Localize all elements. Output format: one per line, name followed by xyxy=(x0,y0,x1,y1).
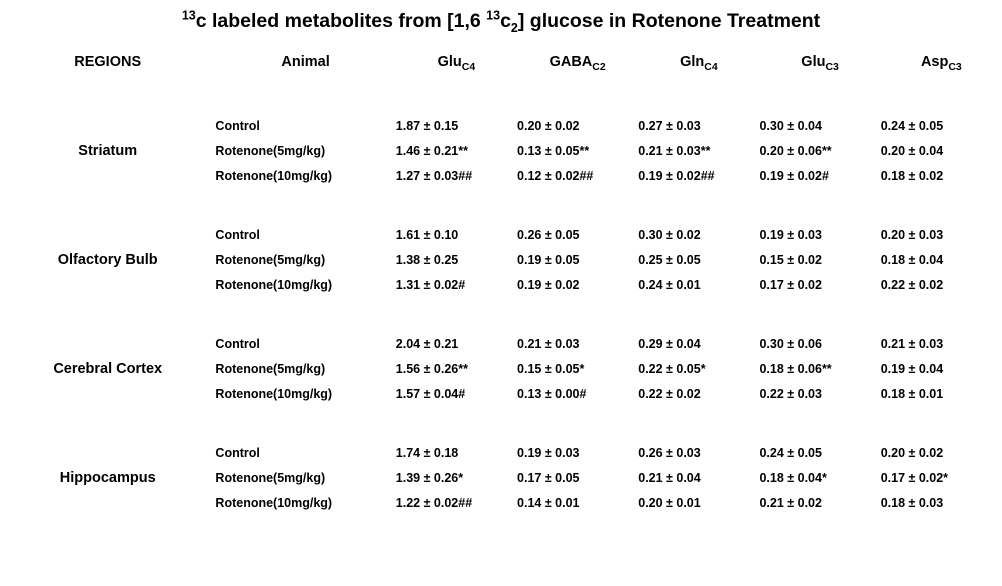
column-header-regions xyxy=(0,45,215,79)
value-cell: 0.18 ± 0.02 xyxy=(880,168,944,183)
value-cell: 0.27 ± 0.03 xyxy=(638,118,701,133)
value-cell: 0.22 ± 0.02 xyxy=(638,386,701,401)
column-header-glu-c4 xyxy=(396,45,517,79)
column-header-glu-c3 xyxy=(759,45,880,79)
animal-label: Rotenone(10mg/kg) xyxy=(215,495,333,510)
value-cell: 0.15 ± 0.05* xyxy=(517,361,585,376)
spacer-cell xyxy=(0,188,1002,222)
group-spacer xyxy=(0,406,1002,440)
column-header-asp-c3-label: Asp xyxy=(920,54,949,70)
animal-label: Rotenone(10mg/kg) xyxy=(215,277,333,292)
table-row xyxy=(0,331,1002,356)
animal-label: Rotenone(5mg/kg) xyxy=(215,143,326,158)
title-superscript-13b: 13 xyxy=(486,8,501,23)
column-header-gln-c4-sub: C4 xyxy=(704,60,718,73)
value-cell: 0.18 ± 0.04 xyxy=(880,252,944,267)
value-cell: 0.24 ± 0.05 xyxy=(880,118,944,133)
value-cell: 0.21 ± 0.02 xyxy=(759,495,822,510)
region-label-hippocampus: Hippocampus xyxy=(59,469,156,486)
column-header-asp-c3-sub: C3 xyxy=(948,60,962,73)
column-header-glu-c4-label: Glu xyxy=(437,54,462,70)
value-cell: 0.19 ± 0.02 xyxy=(517,277,580,292)
value-cell: 0.18 ± 0.06** xyxy=(759,361,832,376)
region-label-olfactory-bulb: Olfactory Bulb xyxy=(57,251,158,268)
value-cell: 0.19 ± 0.05 xyxy=(517,252,580,267)
title-subscript-2: 2 xyxy=(510,20,518,35)
animal-label: Control xyxy=(215,227,260,242)
value-cell: 0.30 ± 0.04 xyxy=(759,118,822,133)
title-text-part1: c labeled metabolites from [1,6 xyxy=(195,10,487,32)
animal-label: Control xyxy=(215,118,260,133)
table-row xyxy=(0,440,1002,465)
column-header-glu-c3-sub: C3 xyxy=(825,60,839,73)
value-cell: 0.20 ± 0.06** xyxy=(759,143,832,158)
value-cell: 0.21 ± 0.03 xyxy=(880,336,944,351)
value-cell: 0.17 ± 0.05 xyxy=(517,470,580,485)
title-text-part2: ] glucose in Rotenone Treatment xyxy=(517,10,821,32)
value-cell: 0.21 ± 0.03 xyxy=(517,336,580,351)
group-spacer xyxy=(0,79,1002,113)
animal-label: Rotenone(5mg/kg) xyxy=(215,470,326,485)
column-header-glu-c4-sub: C4 xyxy=(461,60,476,73)
column-header-regions-label: REGIONS xyxy=(74,54,142,70)
value-cell: 1.74 ± 0.18 xyxy=(395,445,459,460)
value-cell: 0.30 ± 0.02 xyxy=(638,227,701,242)
region-label-striatum: Striatum xyxy=(78,142,138,159)
value-cell: 0.21 ± 0.04 xyxy=(638,470,701,485)
spacer-cell xyxy=(0,79,1002,113)
group-spacer xyxy=(0,188,1002,222)
value-cell: 0.24 ± 0.01 xyxy=(638,277,701,292)
animal-label: Control xyxy=(215,336,260,351)
animal-label: Rotenone(10mg/kg) xyxy=(215,168,333,183)
value-cell: 0.22 ± 0.05* xyxy=(638,361,706,376)
spacer-cell xyxy=(0,297,1002,331)
value-cell: 0.20 ± 0.03 xyxy=(880,227,944,242)
page-title xyxy=(0,0,1002,33)
value-cell: 0.13 ± 0.00# xyxy=(517,386,587,401)
value-cell: 0.22 ± 0.03 xyxy=(759,386,822,401)
value-cell: 0.26 ± 0.05 xyxy=(517,227,580,242)
value-cell: 0.19 ± 0.02# xyxy=(759,168,829,183)
column-header-gln-c4 xyxy=(638,45,759,79)
value-cell: 0.18 ± 0.01 xyxy=(880,386,944,401)
value-cell: 0.17 ± 0.02 xyxy=(759,277,822,292)
value-cell: 0.25 ± 0.05 xyxy=(638,252,701,267)
table-row xyxy=(0,222,1002,247)
value-cell: 1.61 ± 0.10 xyxy=(395,227,459,242)
column-header-gaba-c2 xyxy=(517,45,638,79)
value-cell: 1.87 ± 0.15 xyxy=(395,118,459,133)
region-label-cerebral-cortex: Cerebral Cortex xyxy=(53,360,163,377)
animal-label: Rotenone(5mg/kg) xyxy=(215,361,326,376)
title-c-glyph: c xyxy=(500,10,511,32)
value-cell: 0.20 ± 0.02 xyxy=(880,445,944,460)
value-cell: 1.22 ± 0.02## xyxy=(395,495,473,510)
column-header-gln-c4-label: Gln xyxy=(680,54,705,70)
animal-label: Rotenone(5mg/kg) xyxy=(215,252,326,267)
value-cell: 0.20 ± 0.01 xyxy=(638,495,701,510)
value-cell: 0.22 ± 0.02 xyxy=(880,277,944,292)
value-cell: 0.26 ± 0.03 xyxy=(638,445,701,460)
value-cell: 0.18 ± 0.04* xyxy=(759,470,827,485)
value-cell: 0.18 ± 0.03 xyxy=(880,495,944,510)
value-cell: 0.12 ± 0.02## xyxy=(517,168,594,183)
column-header-gaba-c2-label: GABA xyxy=(549,54,593,70)
value-cell: 0.14 ± 0.01 xyxy=(517,495,580,510)
column-header-animal-label: Animal xyxy=(281,54,330,70)
value-cell: 1.27 ± 0.03## xyxy=(395,168,473,183)
table-header xyxy=(0,45,1002,79)
value-cell: 0.29 ± 0.04 xyxy=(638,336,701,351)
value-cell: 0.20 ± 0.04 xyxy=(880,143,944,158)
value-cell: 1.31 ± 0.02# xyxy=(395,277,466,292)
value-cell: 0.13 ± 0.05** xyxy=(517,143,590,158)
value-cell: 2.04 ± 0.21 xyxy=(395,336,459,351)
animal-label: Control xyxy=(215,445,260,460)
value-cell: 1.56 ± 0.26** xyxy=(395,361,468,376)
value-cell: 1.57 ± 0.04# xyxy=(395,386,466,401)
value-cell: 0.30 ± 0.06 xyxy=(759,336,822,351)
value-cell: 0.19 ± 0.03 xyxy=(759,227,822,242)
table-header-row xyxy=(0,45,1002,79)
table-row xyxy=(0,113,1002,138)
column-header-glu-c3-label: Glu xyxy=(801,54,826,70)
column-header-asp-c3 xyxy=(881,45,1002,79)
spacer-cell xyxy=(0,406,1002,440)
value-cell: 1.39 ± 0.26* xyxy=(395,470,464,485)
table-body xyxy=(0,79,1002,515)
group-spacer xyxy=(0,297,1002,331)
value-cell: 0.21 ± 0.03** xyxy=(638,143,711,158)
title-superscript-13: 13 xyxy=(181,8,196,23)
value-cell: 0.19 ± 0.04 xyxy=(880,361,944,376)
column-header-animal xyxy=(215,45,395,79)
value-cell: 0.15 ± 0.02 xyxy=(759,252,822,267)
value-cell: 0.19 ± 0.03 xyxy=(517,445,580,460)
value-cell: 0.17 ± 0.02* xyxy=(880,470,949,485)
metabolites-table xyxy=(0,45,1002,515)
value-cell: 1.38 ± 0.25 xyxy=(395,252,459,267)
value-cell: 0.20 ± 0.02 xyxy=(517,118,580,133)
value-cell: 0.19 ± 0.02## xyxy=(638,168,715,183)
animal-label: Rotenone(10mg/kg) xyxy=(215,386,333,401)
value-cell: 1.46 ± 0.21** xyxy=(395,143,468,158)
column-header-gaba-c2-sub: C2 xyxy=(592,60,606,73)
value-cell: 0.24 ± 0.05 xyxy=(759,445,822,460)
